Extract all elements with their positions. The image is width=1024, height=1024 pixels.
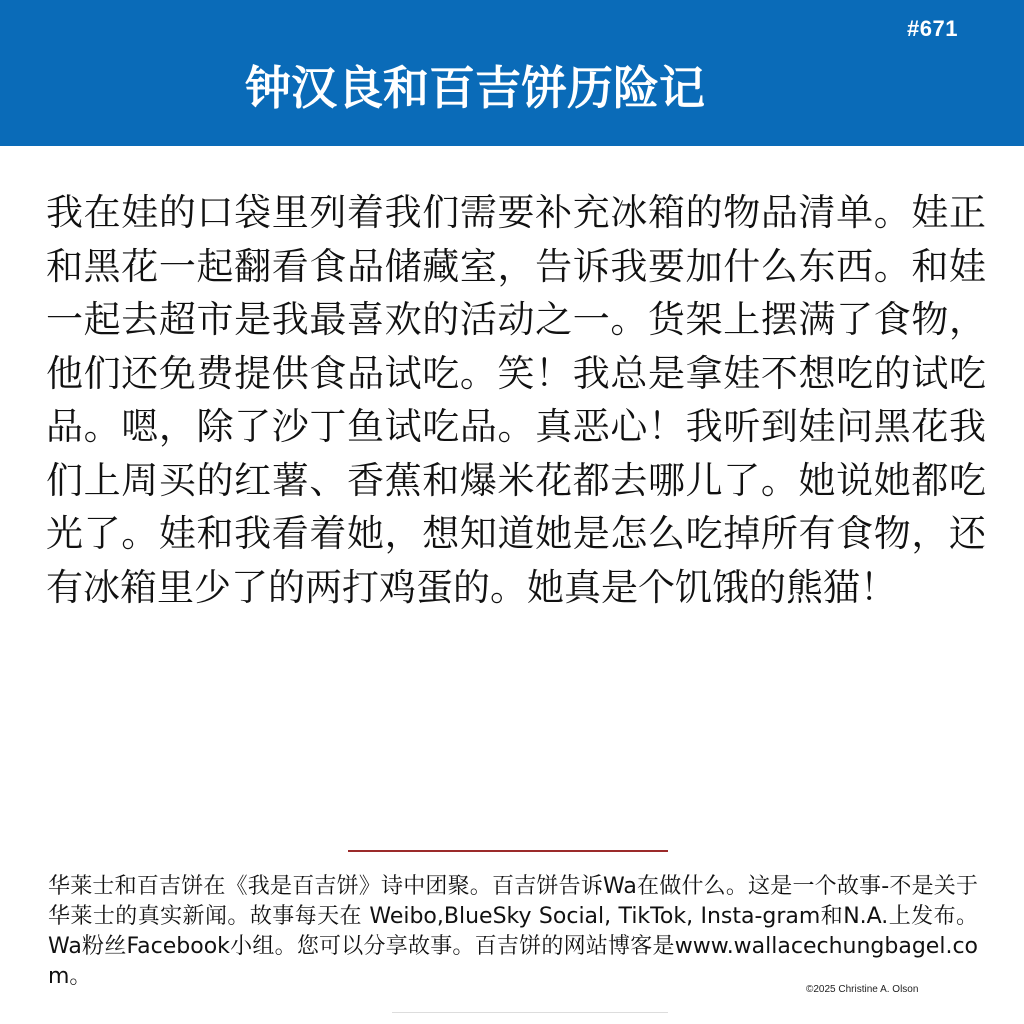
- footer-note: 华莱士和百吉饼在《我是百吉饼》诗中团聚。百吉饼告诉Wa在做什么。这是一个故事-不是关于华莱士的真实新闻。故事每天在 Weibo,BlueSky Social, TikTok, Insta-gram和N.A.上发布。Wa粉丝Facebook小组。您可以分享故事。百吉饼的网站博客是www.wallacechungbagel.com。: [48, 874, 978, 989]
- episode-number: #671: [907, 16, 958, 41]
- copyright-notice: ©2025 Christine A. Olson: [806, 984, 919, 995]
- header-banner: [0, 0, 1024, 146]
- section-divider: [348, 850, 668, 852]
- story-text: 我在娃的口袋里列着我们需要补充冰箱的物品清单。娃正和黑花一起翻看食品储藏室，告诉我要加什么东西。和娃一起去超市是我最喜欢的活动之一。货架上摆满了食物，他们还免费提供食品试吃。笑！我总是拿娃不想吃的试吃品。嗯，除了沙丁鱼试吃品。真恶心！我听到娃问黑花我们上周买的红薯、香蕉和爆米花都去哪儿了。她说她都吃光了。娃和我看着她，想知道她是怎么吃掉所有食物，还有冰箱里少了的两打鸡蛋的。她真是个饥饿的熊猫！: [46, 191, 986, 609]
- page-title: 钟汉良和百吉饼历险记: [245, 61, 705, 115]
- bottom-divider: [392, 1012, 668, 1013]
